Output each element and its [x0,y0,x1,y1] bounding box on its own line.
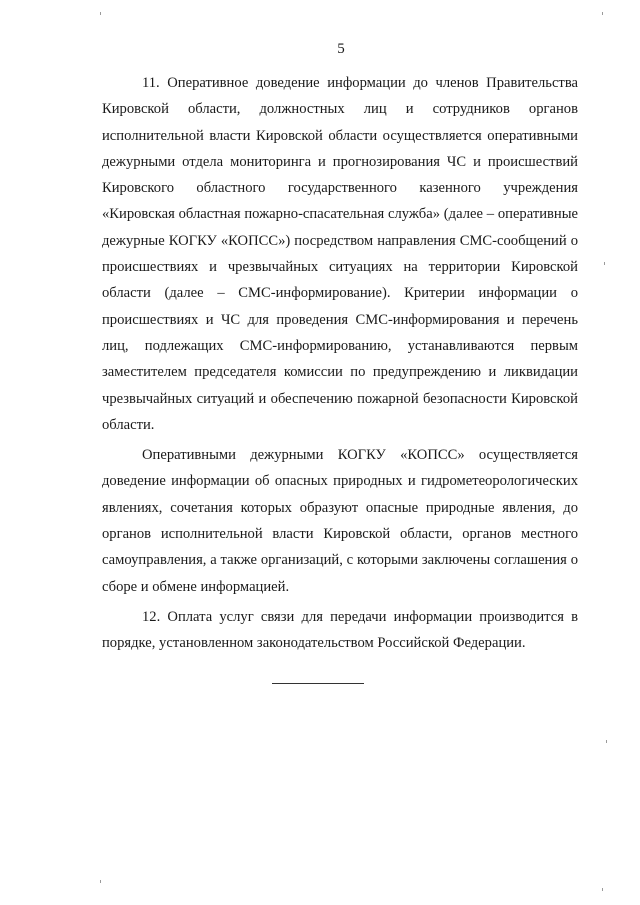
paragraph-item-11: 11. Оперативное доведение информации до членов Правительства Кировской области, должностных лиц и сотрудников органов исполнительной власти Кировской области осуществляется оперативными дежурными отдела мониторинга и прогнозирования ЧС и происшествий Кировского областного государственного казенного учреждения «Кировская областная пожарно-спасательная служба» (далее – оперативные дежурные КОГКУ «КОПСС») посредством направления СМС-сообщений о происшествиях и чрезвычайных ситуациях на территории Кировской области (далее – СМС-информирование). Критерии информации о происшествиях и ЧС для проведения СМС-информирования и перечень лиц, подлежащих СМС-информированию, устанавливаются первым заместителем председателя комиссии по предупреждению и ликвидации чрезвычайных ситуаций и обеспечению пожарной безопасности Кировской области. [102,75,578,433]
document-body [102,70,578,657]
paragraph-operational-duty: Оперативными дежурными КОГКУ «КОПСС» осуществляется доведение информации об опасных природных и гидрометеорологических явлениях, сочетания которых образуют опасные природные явления, до органов исполнительной власти Кировской области, органов местного самоуправления, а также организаций, с которыми заключены соглашения о сборе и обмене информацией. [102,447,578,595]
scan-speck [100,880,101,883]
scan-speck [602,888,603,891]
scan-speck [606,740,607,743]
scan-speck [100,12,101,15]
scan-speck [604,262,605,265]
end-separator-line [272,683,364,684]
paragraph-item-12: 12. Оплата услуг связи для передачи информации производится в порядке, установленном законодательством Российской Федерации. [102,608,578,652]
page-number: 5 [337,41,345,57]
scan-speck [602,12,603,15]
